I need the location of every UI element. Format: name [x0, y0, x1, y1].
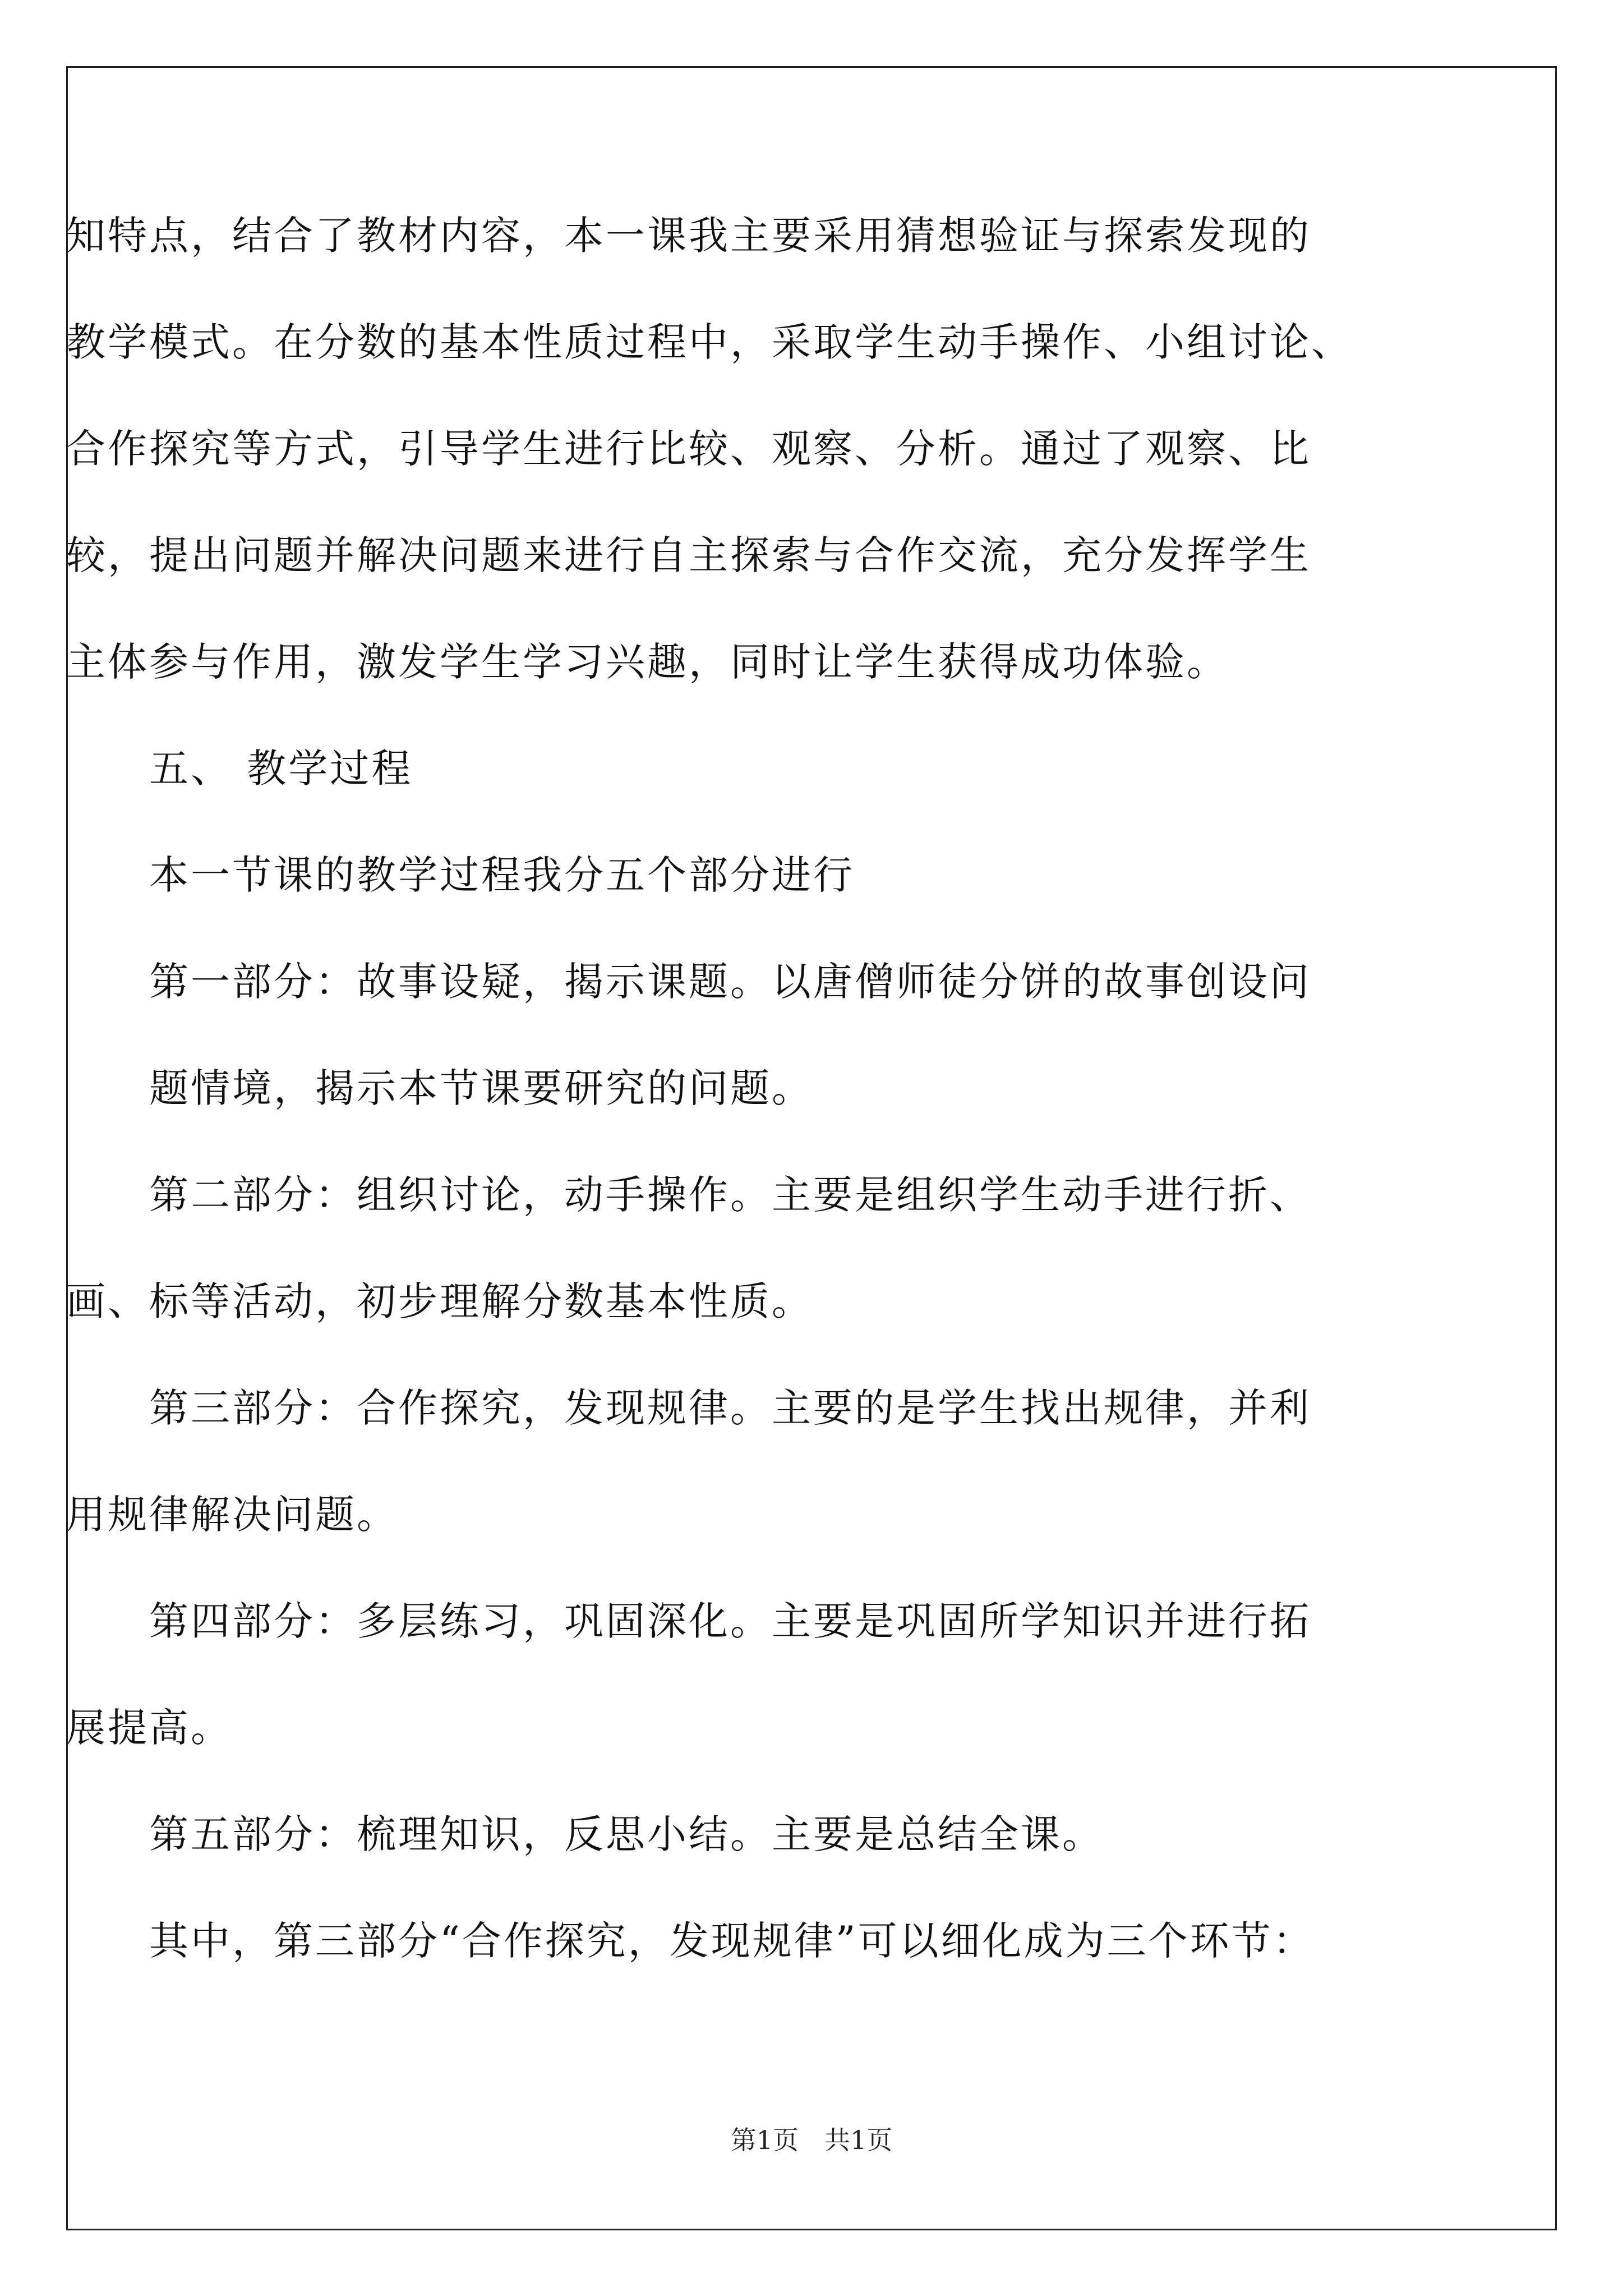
- page-frame: [66, 66, 1557, 2230]
- page-number-footer: 第1页 共1页: [730, 2125, 893, 2155]
- text-line-14: 第四部分：多层练习，巩固深化。主要是巩固所学知识并进行拓: [149, 1598, 1311, 1644]
- text-line-12: 第三部分：合作探究，发现规律。主要的是学生找出规律，并利: [149, 1385, 1311, 1431]
- text-line-4: 较，提出问题并解决问题来进行自主探索与合作交流，充分发挥学生: [66, 532, 1311, 578]
- section-heading: 五、 教学过程: [149, 746, 413, 792]
- text-line-2: 教学模式。在分数的基本性质过程中，采取学生动手操作、小组讨论、: [66, 319, 1353, 365]
- text-line-15: 展提高。: [66, 1705, 232, 1751]
- text-line-16: 第五部分：梳理知识，反思小结。主要是总结全课。: [149, 1811, 1104, 1857]
- text-line-11: 画、标等活动，初步理解分数基本性质。: [66, 1278, 813, 1324]
- text-line-13: 用规律解决问题。: [66, 1492, 398, 1538]
- text-line-9: 题情境，揭示本节课要研究的问题。: [149, 1065, 813, 1111]
- text-line-8: 第一部分：故事设疑，揭示课题。以唐僧师徒分饼的故事创设问: [149, 959, 1311, 1005]
- text-line-3: 合作探究等方式，引导学生进行比较、观察、分析。通过了观察、比: [66, 426, 1311, 472]
- text-line-5: 主体参与作用，激发学生学习兴趣，同时让学生获得成功体验。: [66, 639, 1228, 685]
- text-line-17: 其中，第三部分“合作探究，发现规律”可以细化成为三个环节：: [149, 1918, 1315, 1964]
- text-line-10: 第二部分：组织讨论，动手操作。主要是组织学生动手进行折、: [149, 1172, 1311, 1218]
- text-line-1: 知特点，结合了教材内容，本一课我主要采用猜想验证与探索发现的: [66, 213, 1311, 259]
- text-line-7: 本一节课的教学过程我分五个部分进行: [149, 852, 855, 898]
